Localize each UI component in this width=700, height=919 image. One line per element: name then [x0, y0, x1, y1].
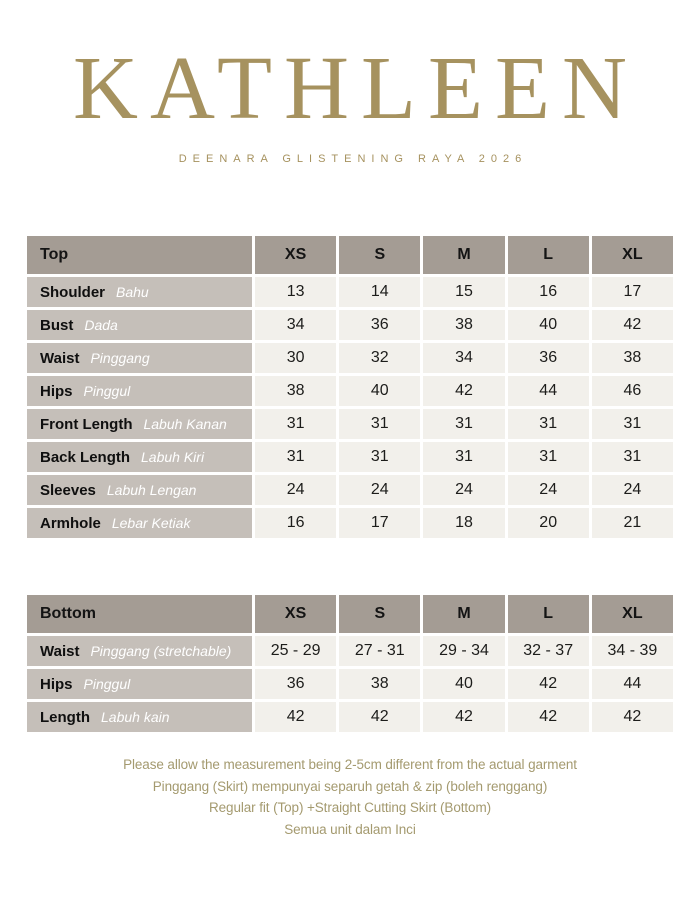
size-column-header: L [508, 595, 589, 633]
measurement-value: 31 [255, 442, 336, 472]
measurement-label-cell [27, 310, 252, 340]
table-name-label: Bottom [40, 605, 96, 622]
measurement-value: 46 [592, 376, 673, 406]
note-line-3: Regular fit (Top) +Straight Cutting Skirt (Bottom) [209, 800, 491, 815]
size-column-header: S [339, 236, 420, 274]
measurement-value: 36 [508, 343, 589, 373]
measurement-value: 38 [423, 310, 504, 340]
measurement-label: Hips [40, 382, 73, 400]
note-line-1: Please allow the measurement being 2-5cm different from the actual garment [123, 757, 577, 772]
measurement-value: 13 [255, 277, 336, 307]
measurement-value: 31 [339, 409, 420, 439]
measurement-label: Hips [40, 675, 73, 693]
measurement-value: 24 [508, 475, 589, 505]
size-chart-page [0, 39, 700, 919]
measurement-value: 27 - 31 [339, 636, 420, 666]
size-column-header: S [339, 595, 420, 633]
measurement-value: 42 [508, 669, 589, 699]
size-column-header: M [423, 236, 504, 274]
measurement-value: 17 [592, 277, 673, 307]
measurement-value: 38 [339, 669, 420, 699]
measurement-value: 44 [508, 376, 589, 406]
measurement-label: Front Length [40, 415, 133, 433]
measurement-value: 32 - 37 [508, 636, 589, 666]
measurement-label-cell [27, 376, 252, 406]
measurement-value: 42 [423, 376, 504, 406]
measurement-label-cell [27, 343, 252, 373]
measurement-value: 16 [508, 277, 589, 307]
measurement-label-cell [27, 508, 252, 538]
measurement-value: 31 [592, 409, 673, 439]
measurement-value: 16 [255, 508, 336, 538]
measurement-value: 34 - 39 [592, 636, 673, 666]
measurement-value: 40 [423, 669, 504, 699]
measurement-value: 21 [592, 508, 673, 538]
measurement-value: 24 [339, 475, 420, 505]
measurement-value: 42 [592, 310, 673, 340]
measurement-value: 31 [255, 409, 336, 439]
measurement-translation: Labuh Kanan [143, 416, 227, 432]
brand-title: KATHLEEN [73, 39, 639, 138]
measurement-translation: Pinggul [83, 676, 131, 692]
top-size-table [27, 236, 673, 538]
measurement-value: 14 [339, 277, 420, 307]
measurement-label: Armhole [40, 514, 101, 532]
measurement-value: 31 [508, 442, 589, 472]
measurement-value: 32 [339, 343, 420, 373]
measurement-value: 25 - 29 [255, 636, 336, 666]
measurement-value: 29 - 34 [423, 636, 504, 666]
note-line-4: Semua unit dalam Inci [284, 821, 416, 837]
measurement-label: Shoulder [40, 283, 106, 301]
measurement-value: 31 [592, 442, 673, 472]
measurement-value: 42 [592, 702, 673, 732]
measurement-label: Bust [40, 316, 74, 334]
measurement-value: 24 [255, 475, 336, 505]
measurement-translation: Bahu [116, 284, 149, 300]
bottom-size-table [27, 595, 673, 732]
measurement-value: 17 [339, 508, 420, 538]
measurement-label: Back Length [40, 448, 131, 466]
measurement-label-cell [27, 702, 252, 732]
measurement-value: 31 [423, 409, 504, 439]
size-column-header: XL [592, 236, 673, 274]
measurement-translation: Pinggang (stretchable) [90, 643, 232, 659]
measurement-label: Sleeves [40, 481, 96, 499]
measurement-label-cell [27, 442, 252, 472]
measurement-notes [0, 754, 700, 840]
measurement-translation: Labuh Lengan [106, 482, 197, 498]
measurement-value: 31 [339, 442, 420, 472]
measurement-translation: Labuh kain [101, 709, 170, 725]
measurement-label-cell [27, 409, 252, 439]
measurement-value: 15 [423, 277, 504, 307]
size-column-header: XL [592, 595, 673, 633]
measurement-value: 31 [423, 442, 504, 472]
size-column-header: L [508, 236, 589, 274]
size-column-header: M [423, 595, 504, 633]
measurement-value: 24 [592, 475, 673, 505]
measurement-label: Waist [40, 642, 80, 660]
table-name-header-cell [27, 236, 252, 274]
measurement-value: 42 [339, 702, 420, 732]
measurement-value: 42 [255, 702, 336, 732]
measurement-translation: Labuh Kiri [141, 449, 205, 465]
measurement-value: 18 [423, 508, 504, 538]
measurement-value: 40 [339, 376, 420, 406]
measurement-label-cell [27, 277, 252, 307]
table-name-label: Top [40, 246, 69, 263]
measurement-value: 38 [592, 343, 673, 373]
measurement-value: 24 [423, 475, 504, 505]
measurement-value: 38 [255, 376, 336, 406]
note-line-2: Pinggang (Skirt) mempunyai separuh getah & zip (boleh renggang) [152, 778, 548, 794]
measurement-label-cell [27, 669, 252, 699]
measurement-translation: Pinggang [90, 350, 150, 366]
measurement-label: Length [40, 708, 90, 726]
measurement-translation: Lebar Ketiak [111, 515, 191, 531]
measurement-value: 44 [592, 669, 673, 699]
size-column-header: XS [255, 595, 336, 633]
measurement-value: 30 [255, 343, 336, 373]
measurement-translation: Dada [84, 317, 118, 333]
measurement-value: 36 [339, 310, 420, 340]
measurement-value: 36 [255, 669, 336, 699]
measurement-label-cell [27, 475, 252, 505]
measurement-value: 40 [508, 310, 589, 340]
measurement-translation: Pinggul [83, 383, 131, 399]
measurement-value: 20 [508, 508, 589, 538]
size-column-header: XS [255, 236, 336, 274]
measurement-value: 42 [423, 702, 504, 732]
table-name-header-cell [27, 595, 252, 633]
measurement-value: 42 [508, 702, 589, 732]
measurement-value: 34 [423, 343, 504, 373]
measurement-label-cell [27, 636, 252, 666]
measurement-value: 34 [255, 310, 336, 340]
measurement-value: 31 [508, 409, 589, 439]
measurement-label: Waist [40, 349, 80, 367]
collection-subtitle: DEENARA GLISTENING RAYA 2026 [178, 153, 528, 165]
